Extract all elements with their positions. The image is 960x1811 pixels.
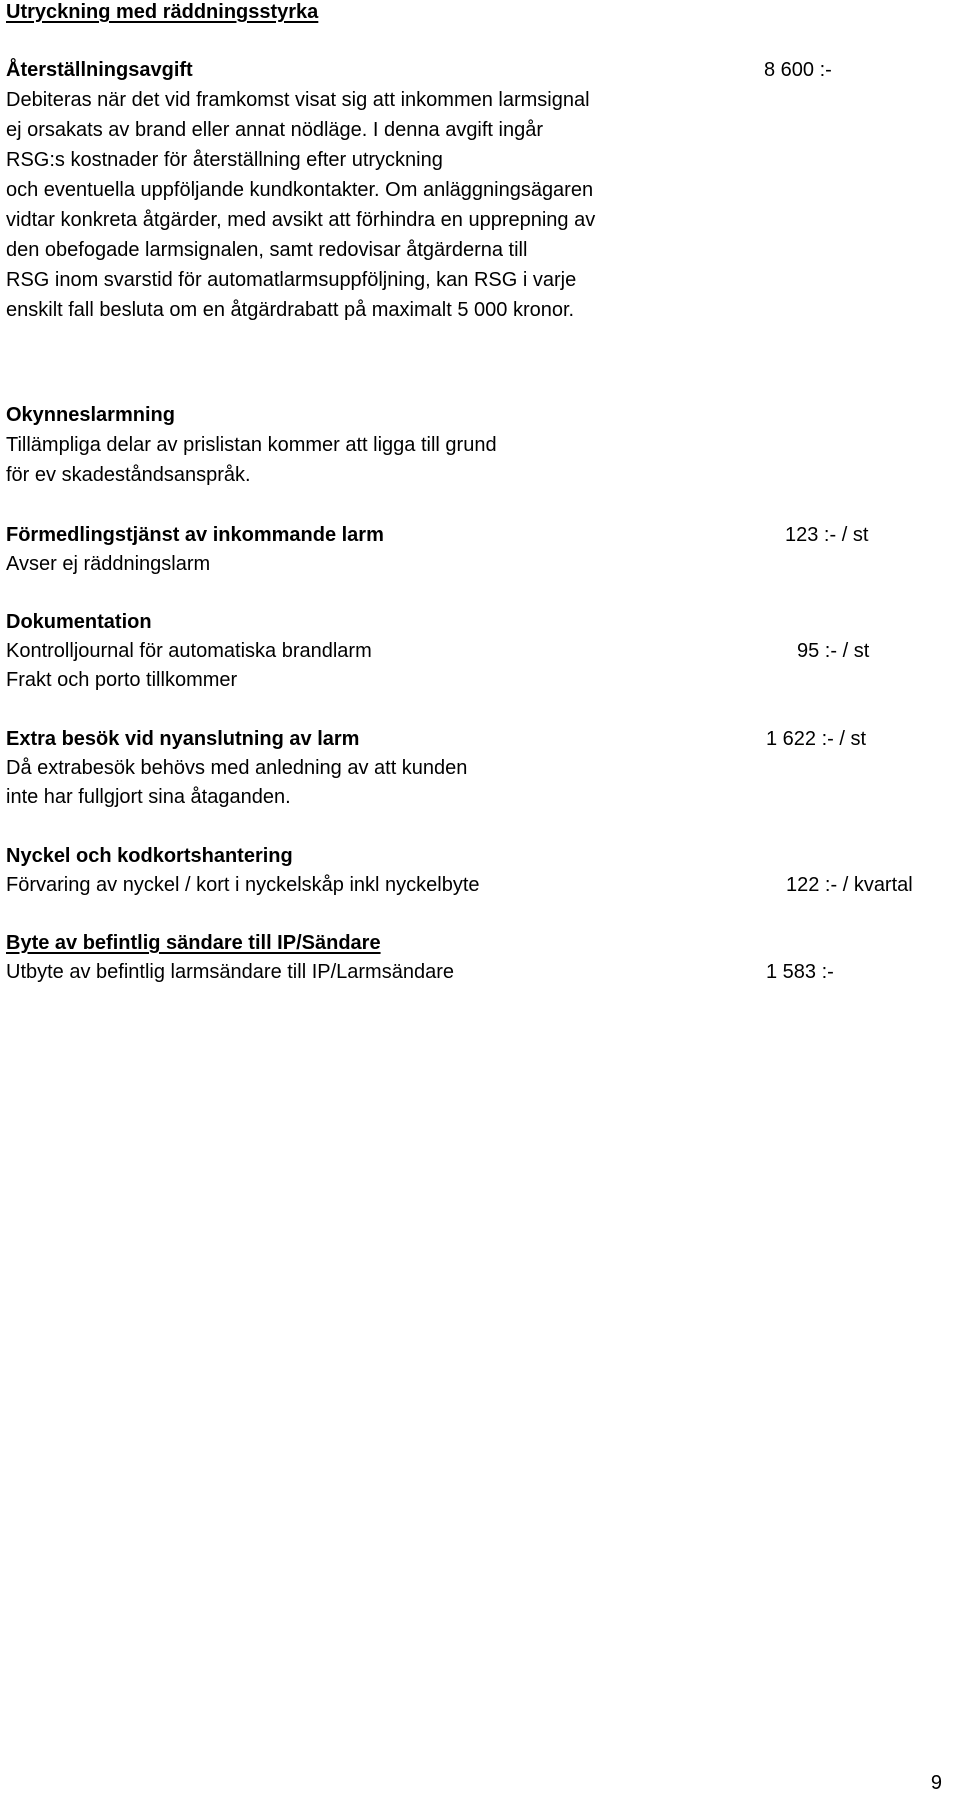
section-body-okynne bbox=[6, 430, 497, 490]
body-line: inte har fullgjort sina åtaganden. bbox=[6, 786, 291, 808]
body-line: Frakt och porto tillkommer bbox=[6, 669, 238, 691]
section-heading-formedling: Förmedlingstjänst av inkommande larm bbox=[6, 524, 384, 546]
price-dokumentation: 95 :- / st bbox=[797, 640, 870, 662]
body-line: Debiteras när det vid framkomst visat sig att inkommen larmsignal bbox=[6, 89, 590, 111]
section-heading-extra: Extra besök vid nyanslutning av larm bbox=[6, 728, 360, 750]
body-line: RSG:s kostnader för återställning efter utryckning bbox=[6, 149, 443, 171]
body-line: vidtar konkreta åtgärder, med avsikt att förhindra en upprepning av bbox=[6, 209, 596, 231]
section-heading-okynne: Okynneslarmning bbox=[6, 404, 175, 426]
body-line: Tillämpliga delar av prislistan kommer att ligga till grund bbox=[6, 434, 497, 456]
body-line: Utbyte av befintlig larmsändare till IP/Larmsändare bbox=[6, 961, 454, 983]
body-line: enskilt fall besluta om en åtgärdrabatt på maximalt 5 000 kronor. bbox=[6, 299, 575, 321]
page-number: 9 bbox=[930, 1772, 942, 1794]
section-heading-dokumentation: Dokumentation bbox=[6, 611, 152, 633]
page-title: Utryckning med räddningsstyrka bbox=[6, 1, 319, 23]
price-extra: 1 622 :- / st bbox=[766, 728, 867, 750]
body-line: Kontrolljournal för automatiska brandlarm bbox=[6, 640, 372, 662]
body-line: Förvaring av nyckel / kort i nyckelskåp inkl nyckelbyte bbox=[6, 874, 480, 896]
body-line: RSG inom svarstid för automatlarmsuppföljning, kan RSG i varje bbox=[6, 269, 577, 291]
body-line: Avser ej räddningslarm bbox=[6, 553, 211, 575]
body-line: den obefogade larmsignalen, samt redovisar åtgärderna till bbox=[6, 239, 528, 261]
price-formedling: 123 :- / st bbox=[785, 524, 869, 546]
section-body-aterstallning bbox=[6, 85, 595, 325]
body-line: Då extrabesök behövs med anledning av att kunden bbox=[6, 757, 468, 779]
section-heading-aterstallning: Återställningsavgift bbox=[6, 59, 193, 81]
price-byte: 1 583 :- bbox=[766, 961, 834, 983]
body-line: för ev skadeståndsanspråk. bbox=[6, 464, 251, 486]
price-nyckel: 122 :- / kvartal bbox=[786, 874, 913, 896]
price-aterstallning: 8 600 :- bbox=[764, 59, 832, 81]
section-heading-byte: Byte av befintlig sändare till IP/Sändare bbox=[6, 932, 381, 954]
body-line: och eventuella uppföljande kundkontakter. Om anläggningsägaren bbox=[6, 179, 594, 201]
body-line: ej orsakats av brand eller annat nödläge. I denna avgift ingår bbox=[6, 119, 544, 141]
section-heading-nyckel: Nyckel och kodkortshantering bbox=[6, 845, 293, 867]
